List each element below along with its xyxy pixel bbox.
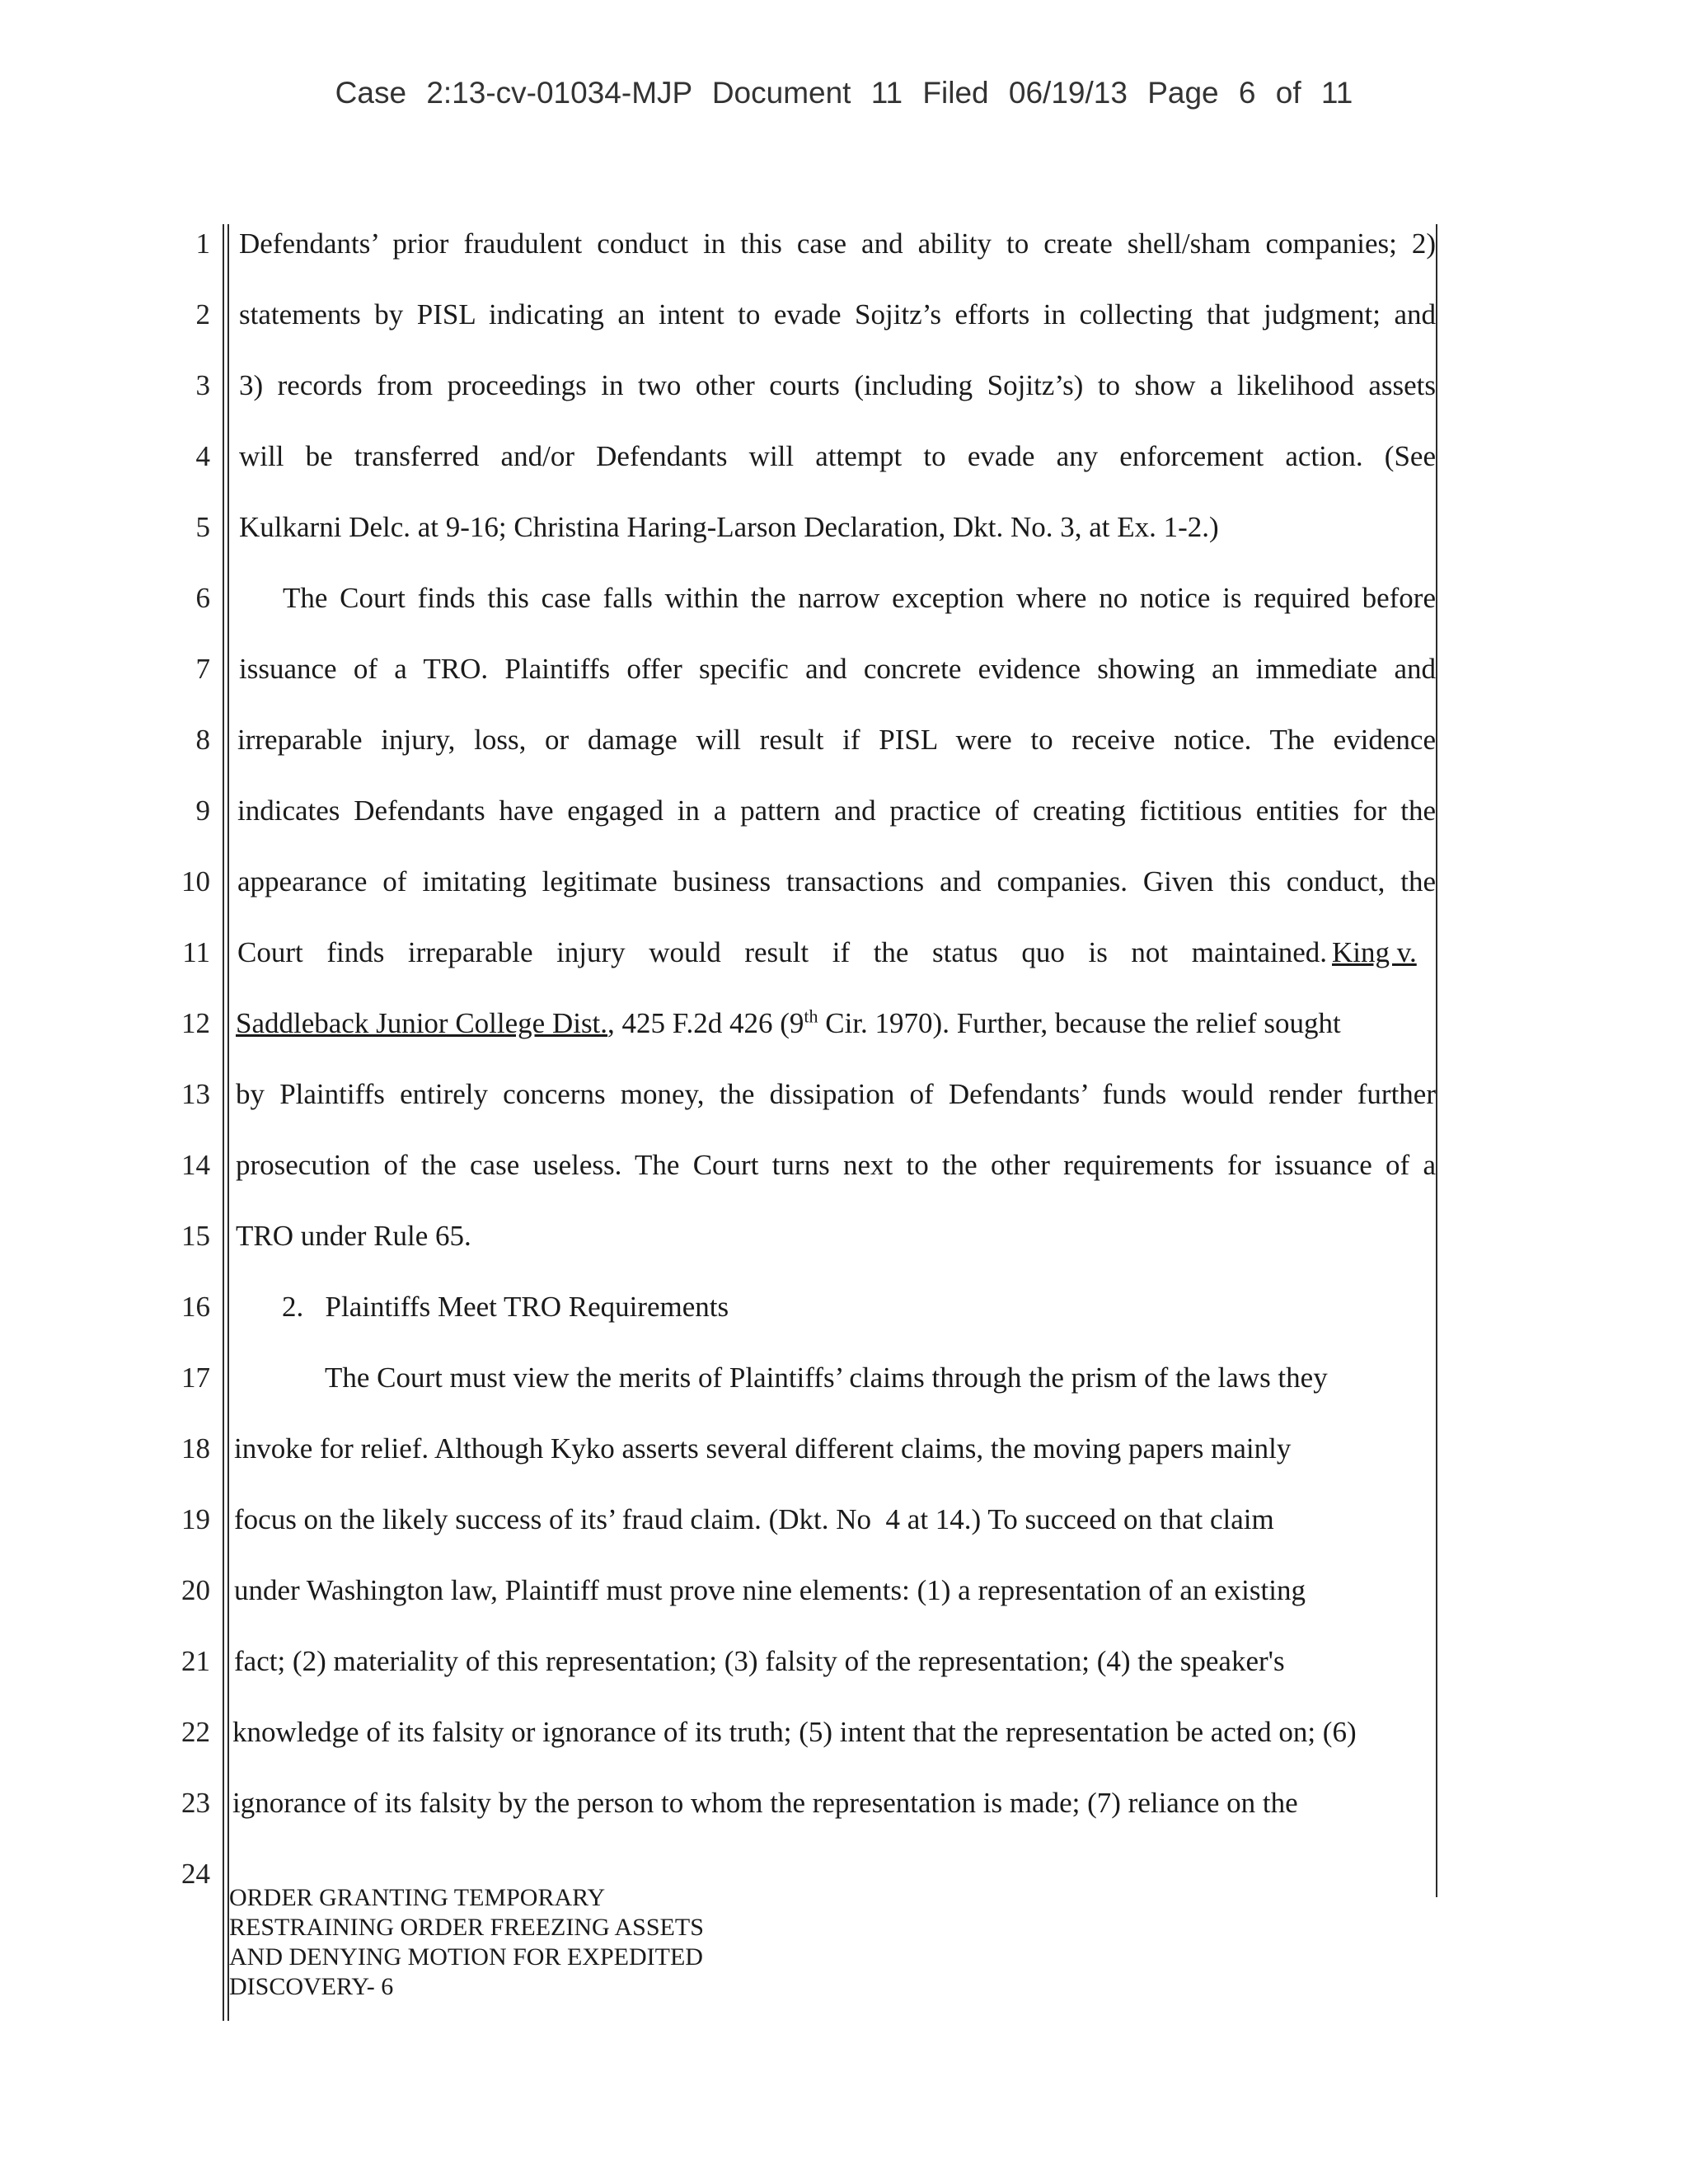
- body-line: The Court finds this case falls within the narrow exception where no notice is required before: [283, 582, 1436, 614]
- body-line: invoke for relief. Although Kyko asserts several different claims, the moving papers mainly: [234, 1432, 1292, 1465]
- line-number: 21: [181, 1645, 210, 1677]
- line-number: 7: [195, 653, 210, 685]
- section-heading: 2. Plaintiffs Meet TRO Requirements: [282, 1291, 729, 1323]
- line-number: 5: [195, 511, 210, 543]
- line-number: 12: [181, 1007, 210, 1039]
- footer-page-label: DISCOVERY- 6: [229, 1973, 394, 2000]
- line-number: 19: [181, 1503, 210, 1535]
- line-number: 23: [181, 1787, 210, 1819]
- footer-title-line: RESTRAINING ORDER FREEZING ASSETS: [229, 1914, 704, 1941]
- line-number: 13: [181, 1078, 210, 1110]
- body-line: Defendants’ prior fraudulent conduct in this case and ability to create shell/sham companies; 2): [239, 227, 1436, 260]
- body-line: fact; (2) materiality of this representation; (3) falsity of the representation; (4) the speaker's: [234, 1645, 1285, 1677]
- body-line: will be transferred and/or Defendants will attempt to evade any enforcement action. (See: [239, 440, 1436, 472]
- body-line: 3) records from proceedings in two other courts (including Sojitz’s) to show a likelihood assets: [239, 369, 1436, 401]
- footer-title-line: ORDER GRANTING TEMPORARY: [229, 1884, 606, 1911]
- line-number: 4: [195, 440, 210, 472]
- line-number: 24: [181, 1858, 210, 1890]
- body-line: Kulkarni Delc. at 9-16; Christina Haring-Larson Declaration, Dkt. No. 3, at Ex. 1-2.): [239, 511, 1219, 543]
- line-number: 6: [195, 582, 210, 614]
- line-number: 20: [181, 1574, 210, 1606]
- case-citation: Saddleback Junior College Dist.: [236, 1007, 608, 1039]
- body-line: ignorance of its falsity by the person to whom the representation is made; (7) reliance on the: [232, 1787, 1298, 1819]
- line-number: 17: [181, 1361, 210, 1394]
- left-margin-rule-outer: [223, 224, 224, 2021]
- body-line: issuance of a TRO. Plaintiffs offer specific and concrete evidence showing an immediate and: [239, 653, 1436, 685]
- body-line: under Washington law, Plaintiff must prove nine elements: (1) a representation of an existing: [234, 1574, 1306, 1606]
- body-line: indicates Defendants have engaged in a pattern and practice of creating fictitious entities for the: [237, 794, 1436, 827]
- line-number: 8: [195, 724, 210, 756]
- filed-date: Filed 06/19/13: [922, 76, 1128, 110]
- line-number: 10: [181, 865, 210, 898]
- line-number: 3: [195, 369, 210, 401]
- line-number: 9: [195, 794, 210, 827]
- body-line: knowledge of its falsity or ignorance of its truth; (5) intent that the representation be acted on; (6): [232, 1716, 1357, 1748]
- case-header: [0, 76, 1688, 110]
- body-line: by Plaintiffs entirely concerns money, the dissipation of Defendants’ funds would render further: [236, 1078, 1436, 1110]
- line-number: 11: [182, 936, 210, 968]
- right-margin-rule: [1436, 224, 1437, 1897]
- body-line: TRO under Rule 65.: [236, 1220, 471, 1252]
- document-footer: [229, 1883, 704, 2002]
- body-line: The Court must view the merits of Plaintiffs’ claims through the prism of the laws they: [325, 1361, 1328, 1394]
- case-number: Case 2:13-cv-01034-MJP: [335, 76, 692, 110]
- line-number: 15: [181, 1220, 210, 1252]
- footer-title-line: AND DENYING MOTION FOR EXPEDITED: [229, 1943, 703, 1971]
- case-citation: King v.: [1332, 936, 1417, 968]
- body-line: appearance of imitating legitimate business transactions and companies. Given this conduct, the: [237, 865, 1436, 898]
- body-line: irreparable injury, loss, or damage will result if PISL were to receive notice. The evidence: [237, 724, 1436, 756]
- line-number: 18: [181, 1432, 210, 1465]
- document-number: Document 11: [711, 76, 903, 110]
- line-number: 22: [181, 1716, 210, 1748]
- line-number: 16: [181, 1291, 210, 1323]
- line-number: 1: [195, 227, 210, 260]
- body-line: statements by PISL indicating an intent to evade Sojitz’s efforts in collecting that judgment; and: [239, 298, 1436, 330]
- page-indicator: Page 6 of 11: [1147, 76, 1353, 110]
- body-line: Court finds irreparable injury would result if the status quo is not maintained.: [237, 936, 1327, 968]
- body-line: prosecution of the case useless. The Court turns next to the other requirements for issuance of a: [236, 1149, 1436, 1181]
- left-margin-rule-inner: [227, 224, 229, 2021]
- line-number: 2: [195, 298, 210, 330]
- body-line: Saddleback Junior College Dist., 425 F.2d 426 (9th Cir. 1970). Further, because the relief sought: [236, 1005, 1341, 1039]
- body-line: focus on the likely success of its’ fraud claim. (Dkt. No 4 at 14.) To succeed on that claim: [234, 1503, 1274, 1535]
- line-number: 14: [181, 1149, 210, 1181]
